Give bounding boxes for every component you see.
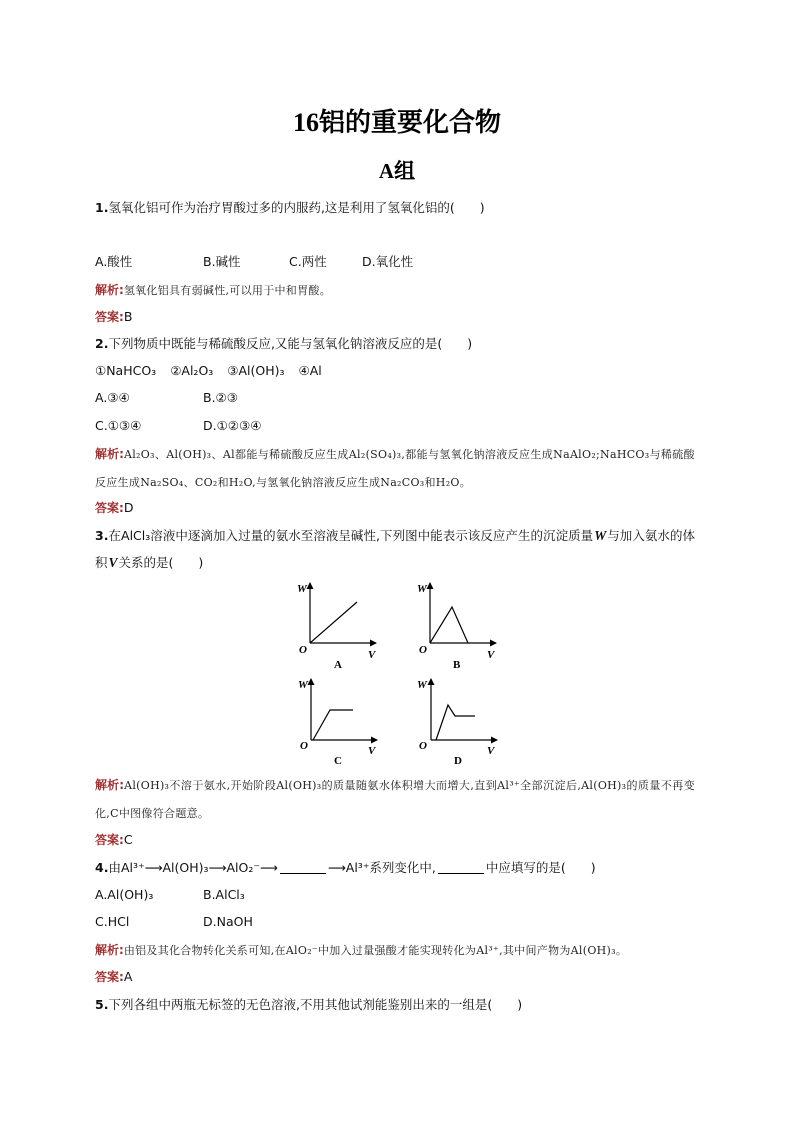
fill-blank xyxy=(438,859,484,874)
x-axis-label: V xyxy=(487,745,495,757)
variable-v: V xyxy=(108,555,118,570)
question-1-analysis xyxy=(95,276,695,304)
question-1-stem xyxy=(95,194,695,221)
origin-label: O xyxy=(300,740,308,752)
analysis-label: 解析: xyxy=(95,447,124,461)
question-4-analysis xyxy=(95,936,695,964)
analysis-label: 解析: xyxy=(95,943,124,957)
question-number: 1. xyxy=(95,200,109,215)
page-title: 16铝的重要化合物 xyxy=(292,108,501,137)
fill-blank xyxy=(280,859,326,874)
w-v-graph-figure xyxy=(290,576,502,772)
item-2: ②Al₂O₃ xyxy=(170,363,214,378)
question-2-options-row-2 xyxy=(95,412,695,439)
origin-label: O xyxy=(299,644,307,656)
question-1-answer xyxy=(95,303,695,331)
item-1: ①NaHCO₃ xyxy=(95,363,157,378)
option-d: D.氧化性 xyxy=(362,254,414,269)
option-a: A.酸性 xyxy=(95,254,133,269)
question-2-stem xyxy=(95,330,695,357)
y-axis-label: W xyxy=(298,679,308,691)
question-number: 5. xyxy=(95,997,109,1012)
question-5-stem xyxy=(95,991,695,1018)
question-number: 2. xyxy=(95,336,109,351)
answer-label: 答案: xyxy=(95,833,124,847)
question-number: 4. xyxy=(95,860,109,875)
curve-line xyxy=(436,705,475,740)
question-text-part: 由Al³⁺⟶Al(OH)₃⟶AlO₂⁻⟶ xyxy=(108,860,278,875)
question-4-answer xyxy=(95,963,695,991)
graph-a xyxy=(297,583,377,671)
question-text: 氢氧化铝可作为治疗胃酸过多的内服药,这是利用了氢氧化铝的( ) xyxy=(108,200,485,215)
question-2-items xyxy=(95,357,695,384)
answer-value: B xyxy=(123,309,133,324)
question-text-part: 中应填写的是( ) xyxy=(485,860,596,875)
answer-label: 答案: xyxy=(95,970,124,984)
graph-b xyxy=(417,583,496,671)
question-4-options-row-2 xyxy=(95,908,695,935)
item-4: ④Al xyxy=(298,363,322,378)
question-2-options-row-1 xyxy=(95,384,695,411)
curve-line xyxy=(310,602,357,643)
question-text-part: 与加入氨水的体积 xyxy=(95,528,695,570)
question-4-stem xyxy=(95,854,695,881)
question-text: 下列各组中两瓶无标签的无色溶液,不用其他试剂能鉴别出来的一组是( ) xyxy=(108,997,523,1012)
answer-value: A xyxy=(123,969,133,984)
option-c: C.HCl xyxy=(95,914,130,929)
analysis-text: Al₂O₃、Al(OH)₃、Al都能与稀硫酸反应生成Al₂(SO₄)₃,都能与氢氧化钠溶液反应生成NaAlO₂;NaHCO₃与稀硫酸反应生成Na₂SO₄、CO₂和H₂O,与氢氧化钠溶液反应生成Na₂CO₃和H₂O。 xyxy=(95,448,695,489)
x-axis-label: V xyxy=(368,649,376,661)
analysis-text: 氢氧化铝具有弱碱性,可以用于中和胃酸。 xyxy=(123,284,332,297)
analysis-label: 解析: xyxy=(95,778,125,792)
answer-value: C xyxy=(123,832,133,847)
origin-label: O xyxy=(419,644,427,656)
y-axis-label: W xyxy=(297,583,307,595)
question-text-part: 在AlCl₃溶液中逐滴加入过量的氨水至溶液呈碱性,下列图中能表示该反应产生的沉淀质量 xyxy=(108,528,594,543)
y-axis-label: W xyxy=(417,583,427,595)
panel-label: A xyxy=(334,659,342,671)
item-3: ③Al(OH)₃ xyxy=(227,363,285,378)
curve-line xyxy=(313,710,353,740)
analysis-text: 由铝及其化合物转化关系可知,在AlO₂⁻中加入过量强酸才能实现转化为Al³⁺,其中间产物为Al(OH)₃。 xyxy=(123,944,628,957)
analysis-label: 解析: xyxy=(95,283,124,297)
question-2-analysis xyxy=(95,440,695,496)
x-axis-label: V xyxy=(487,649,495,661)
question-text: 下列物质中既能与稀硫酸反应,又能与氢氧化钠溶液反应的是( ) xyxy=(108,336,473,351)
curve-line xyxy=(430,607,468,643)
option-b: B.碱性 xyxy=(203,254,241,269)
question-3-answer xyxy=(95,826,695,854)
option-d: D.①②③④ xyxy=(203,418,262,433)
panel-label: C xyxy=(334,755,342,767)
panel-label: D xyxy=(454,755,462,767)
option-b: B.AlCl₃ xyxy=(203,887,245,902)
option-b: B.②③ xyxy=(203,390,238,405)
question-text-part: ⟶Al³⁺系列变化中, xyxy=(327,860,436,875)
question-3-analysis xyxy=(95,771,695,827)
option-c: C.①③④ xyxy=(95,418,142,433)
origin-label: O xyxy=(419,740,427,752)
question-text-part: 关系的是( ) xyxy=(118,555,204,570)
panel-label: B xyxy=(453,659,461,671)
answer-value: D xyxy=(123,500,134,515)
graph-c xyxy=(298,679,377,767)
graph-d xyxy=(417,679,497,767)
answer-label: 答案: xyxy=(95,501,124,515)
question-3-stem xyxy=(95,522,695,576)
option-c: C.两性 xyxy=(289,254,327,269)
y-axis-label: W xyxy=(417,679,427,691)
option-d: D.NaOH xyxy=(203,914,253,929)
question-number: 3. xyxy=(95,528,109,543)
variable-w: W xyxy=(594,528,607,543)
group-heading: A组 xyxy=(378,159,416,183)
x-axis-label: V xyxy=(368,745,376,757)
analysis-text: Al(OH)₃不溶于氨水,开始阶段Al(OH)₃的质量随氨水体积增大而增大,直到Al³⁺全部沉淀后,Al(OH)₃的质量不再变化,C中图像符合题意。 xyxy=(95,779,695,820)
question-4-options-row-1 xyxy=(95,881,695,908)
option-a: A.Al(OH)₃ xyxy=(95,887,154,902)
question-2-answer xyxy=(95,494,695,522)
option-a: A.③④ xyxy=(95,390,130,405)
answer-label: 答案: xyxy=(95,310,124,324)
question-1-options xyxy=(95,248,695,275)
